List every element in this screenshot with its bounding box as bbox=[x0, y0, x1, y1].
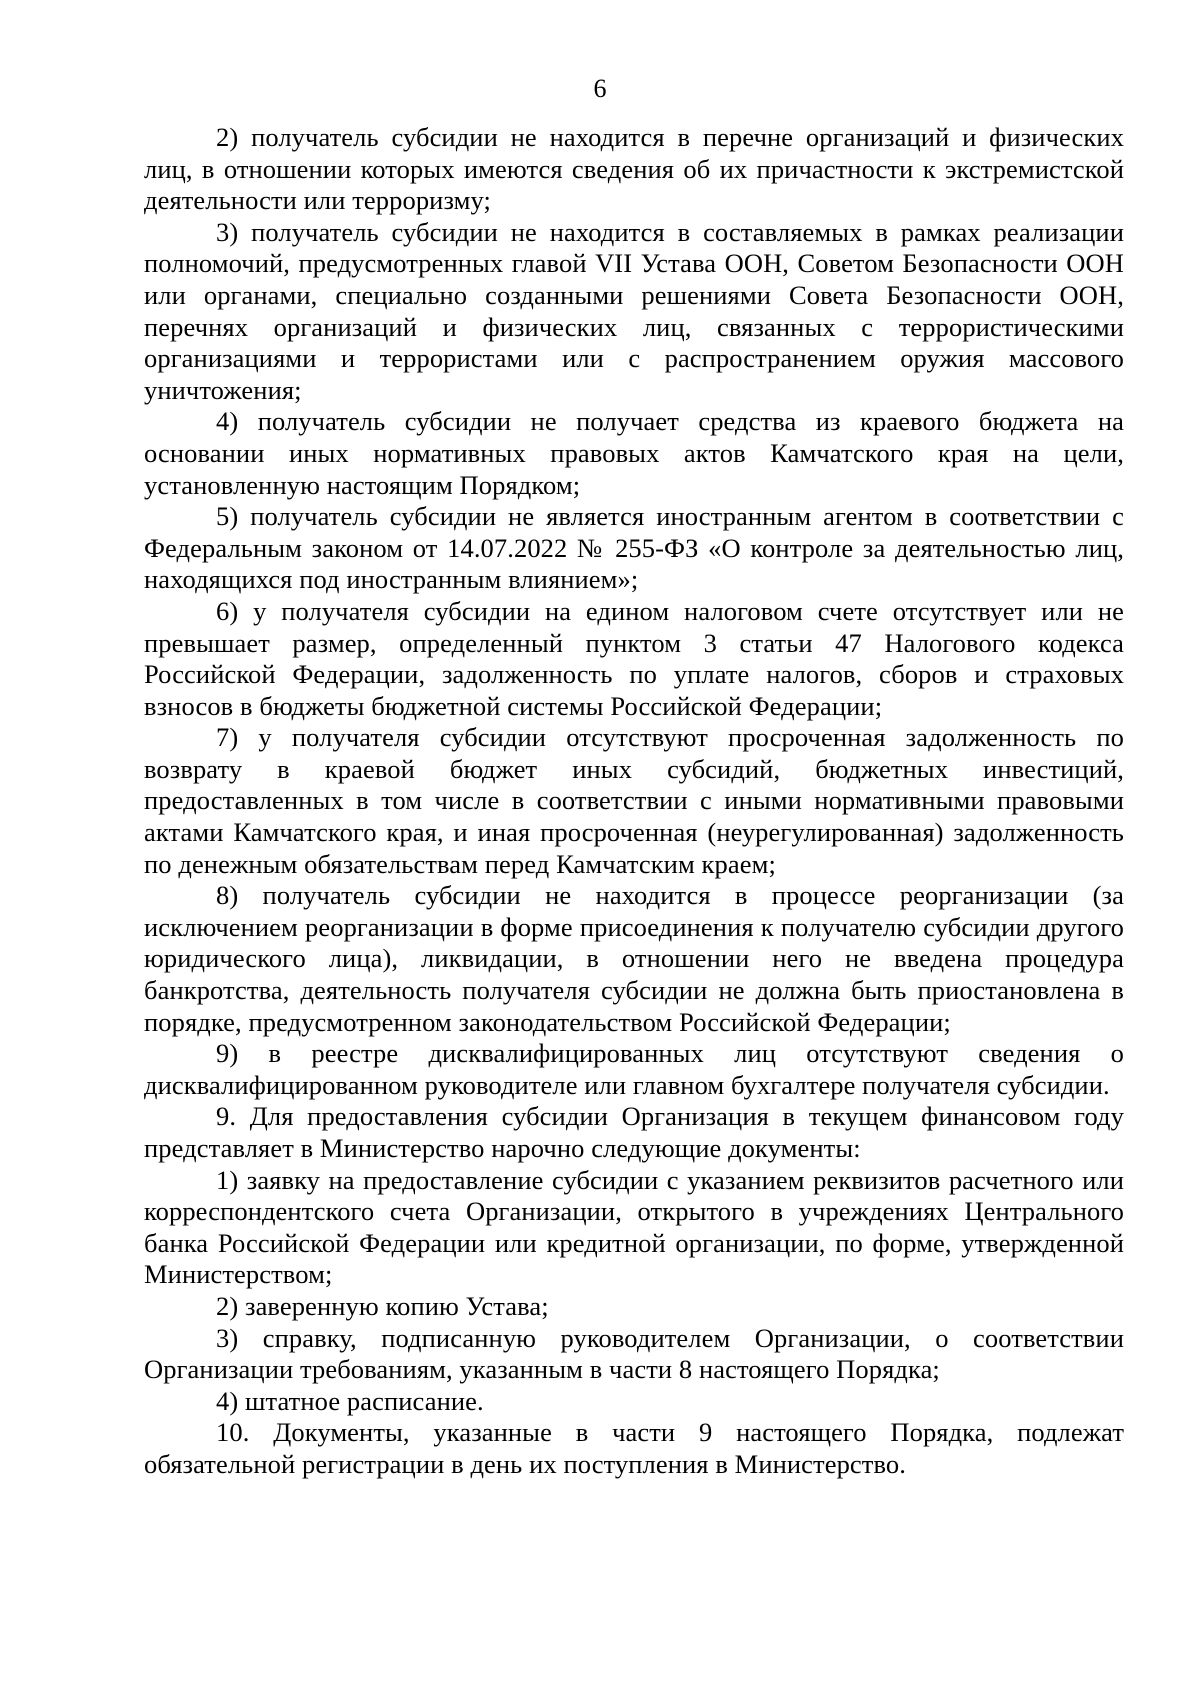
paragraph: 9. Для предоставления субсидии Организация в текущем финансовом году представляет в Министерство нарочно следующие документы: bbox=[144, 1101, 1124, 1163]
paragraph: 7) у получателя субсидии отсутствуют просроченная задолженность по возврату в краевой бюджет иных субсидий, бюджетных инвестиций, предоставленных в том числе в соответствии с иными нормативными правовыми актами Камчатского края, и иная просроченная (неурегулированная) задолженность по денежным обязательствам перед Камчатским краем; bbox=[144, 722, 1124, 879]
paragraph: 4) штатное расписание. bbox=[216, 1385, 484, 1416]
paragraph: 8) получатель субсидии не находится в процессе реорганизации (за исключением реорганизации в форме присоединения к получателю субсидии другого юридического лица), ликвидации, в отношении него не введена процедура банкротства, деятельность получателя субсидии не должна быть приостановлена в порядке, предусмотренном законодательством Российской Федерации; bbox=[144, 880, 1124, 1037]
document-body bbox=[144, 122, 1124, 1481]
paragraph: 3) справку, подписанную руководителем Организации, о соответствии Организации требованиям, указанным в части 8 настоящего Порядка; bbox=[144, 1322, 1124, 1385]
paragraph: 6) у получателя субсидии на едином налоговом счете отсутствует или не превышает размер, определенный пунктом 3 статьи 47 Налогового кодекса Российской Федерации, задолженность по уплате налогов, сборов и страховых взносов в бюджеты бюджетной системы Российской Федерации; bbox=[144, 595, 1124, 721]
paragraph: 10. Документы, указанные в части 9 настоящего Порядка, подлежат обязательной регистрации в день их поступления в Министерство. bbox=[144, 1417, 1124, 1479]
paragraph: 2) получатель субсидии не находится в перечне организаций и физических лиц, в отношении которых имеются сведения об их причастности к экстремистской деятельности или терроризму; bbox=[144, 122, 1124, 216]
paragraph: 1) заявку на предоставление субсидии с указанием реквизитов расчетного или корреспондентского счета Организации, открытого в учреждениях Центрального банка Российской Федерации или кредитной организации, по форме, утвержденной Министерством; bbox=[144, 1164, 1124, 1290]
paragraph: 9) в реестре дисквалифицированных лиц отсутствуют сведения о дисквалифицированном руководителе или главном бухгалтере получателя субсидии. bbox=[144, 1038, 1124, 1100]
paragraph: 2) заверенную копию Устава; bbox=[216, 1290, 549, 1321]
paragraph: 5) получатель субсидии не является иностранным агентом в соответствии с Федеральным законом от 14.07.2022 № 255-ФЗ «О контроле за деятельностью лиц, находящихся под иностранным влиянием»; bbox=[144, 501, 1124, 595]
paragraph: 3) получатель субсидии не находится в составляемых в рамках реализации полномочий, предусмотренных главой VII Устава ООН, Советом Безопасности ООН или органами, специально созданными решениями Совета Безопасности ООН, перечнях организаций и физических лиц, связанных с террористическими организациями и террористами или с распространением оружия массового уничтожения; bbox=[144, 216, 1124, 405]
page-number: 6 bbox=[593, 74, 607, 103]
paragraph: 4) получатель субсидии не получает средства из краевого бюджета на основании иных нормативных правовых актов Камчатского края на цели, установленную настоящим Порядком; bbox=[144, 406, 1124, 500]
